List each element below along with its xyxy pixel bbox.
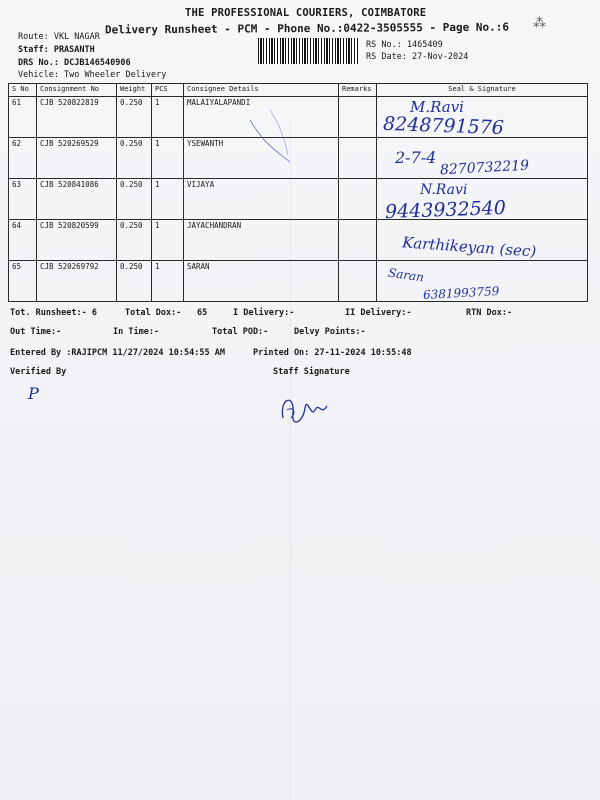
staff-signature-label: Staff Signature [273, 367, 350, 377]
cell-pcs: 1 [152, 220, 184, 261]
company-title: THE PROFESSIONAL COURIERS, COIMBATORE [185, 7, 427, 19]
cell-sno: 65 [9, 261, 37, 302]
cell-sno: 62 [9, 138, 37, 179]
entered-by: Entered By :RAJIPCM 11/27/2024 10:54:55 AM [10, 348, 225, 358]
printed-on: Printed On: 27-11-2024 10:55:48 [253, 348, 412, 358]
cell-consignment: CJB 520841086 [37, 179, 117, 220]
corner-stamp-mark: ⁂ [533, 16, 546, 31]
cell-sno: 64 [9, 220, 37, 261]
cell-weight: 0.250 [117, 97, 152, 138]
cell-consignee: JAYACHANDRAN [184, 220, 339, 261]
verified-by-label: Verified By [10, 367, 67, 377]
cell-consignment: CJB 520269529 [37, 138, 117, 179]
col-sno: S No [9, 84, 37, 97]
cell-consignee: YSEWANTH [184, 138, 339, 179]
tot-runsheet: Tot. Runsheet:- 6 [10, 308, 97, 318]
cell-pcs: 1 [152, 97, 184, 138]
runsheet-subtitle: Delivery Runsheet - PCM - Phone No.:0422-3505555 - Page No.:6 [104, 20, 510, 37]
cell-weight: 0.250 [117, 261, 152, 302]
rs-number: RS No.: 1465409 [366, 40, 443, 50]
cell-sno: 63 [9, 179, 37, 220]
staff-label: Staff: PRASANTH [18, 45, 95, 55]
col-seal-signature: Seal & Signature [377, 84, 588, 97]
table-header-row [9, 84, 588, 97]
cell-weight: 0.250 [117, 220, 152, 261]
handwritten-phone: 8270732219 [439, 157, 530, 179]
col-pcs: PCS [152, 84, 184, 97]
barcode [258, 38, 358, 64]
pen-stroke-mark [230, 100, 310, 170]
route-label: Route: VKL NAGAR [18, 32, 100, 42]
cell-remarks [339, 97, 377, 138]
cell-consignee: SARAN [184, 261, 339, 302]
col-consignment: Consignment No [37, 84, 117, 97]
drs-number: DRS No.: DCJB146540906 [18, 58, 131, 68]
handwritten-phone: 6381993759 [422, 284, 500, 302]
handwritten-signature: Saran [387, 265, 425, 285]
total-dox-label: Total Dox:- [125, 308, 182, 318]
cell-weight: 0.250 [117, 138, 152, 179]
out-time: Out Time:- [10, 327, 62, 337]
i-delivery: I Delivery:- [233, 308, 295, 318]
cell-remarks [339, 179, 377, 220]
cell-remarks [339, 220, 377, 261]
handwritten-signature: Karthikeyan (sec) [401, 233, 537, 261]
in-time: In Time:- [113, 327, 160, 337]
cell-remarks [339, 138, 377, 179]
cell-consignee: VIJAYA [184, 179, 339, 220]
cell-consignment: CJB 520822819 [37, 97, 117, 138]
ii-delivery: II Delivery:- [345, 308, 412, 318]
col-weight: Weight [117, 84, 152, 97]
rtn-dox: RTN Dox:- [466, 308, 513, 318]
staff-signature-scribble [275, 388, 335, 433]
cell-remarks [339, 261, 377, 302]
table-row [9, 261, 588, 302]
cell-consignment: CJB 520269792 [37, 261, 117, 302]
cell-sno: 61 [9, 97, 37, 138]
cell-pcs: 1 [152, 138, 184, 179]
delvy-points: Delvy Points:- [294, 327, 366, 337]
col-consignee: Consignee Details [184, 84, 339, 97]
total-dox-value: 65 [197, 308, 208, 318]
total-pod: Total POD:- [212, 327, 269, 337]
vehicle-label: Vehicle: Two Wheeler Delivery [18, 70, 167, 80]
handwritten-phone: 9443932540 [384, 196, 507, 224]
cell-pcs: 1 [152, 261, 184, 302]
handwritten-signature: 2-7-4 [395, 148, 437, 167]
cell-consignee: MALAIYALAPANDI [184, 97, 339, 138]
cell-consignment: CJB 520820599 [37, 220, 117, 261]
handwritten-phone: 8248791576 [382, 112, 505, 140]
rs-date: RS Date: 27-Nov-2024 [366, 52, 469, 62]
col-remarks: Remarks [339, 84, 377, 97]
verified-initial: P [28, 384, 39, 403]
cell-weight: 0.250 [117, 179, 152, 220]
cell-pcs: 1 [152, 179, 184, 220]
handwritten-signature: M.Ravi [410, 98, 464, 116]
handwritten-signature: N.Ravi [420, 182, 468, 198]
